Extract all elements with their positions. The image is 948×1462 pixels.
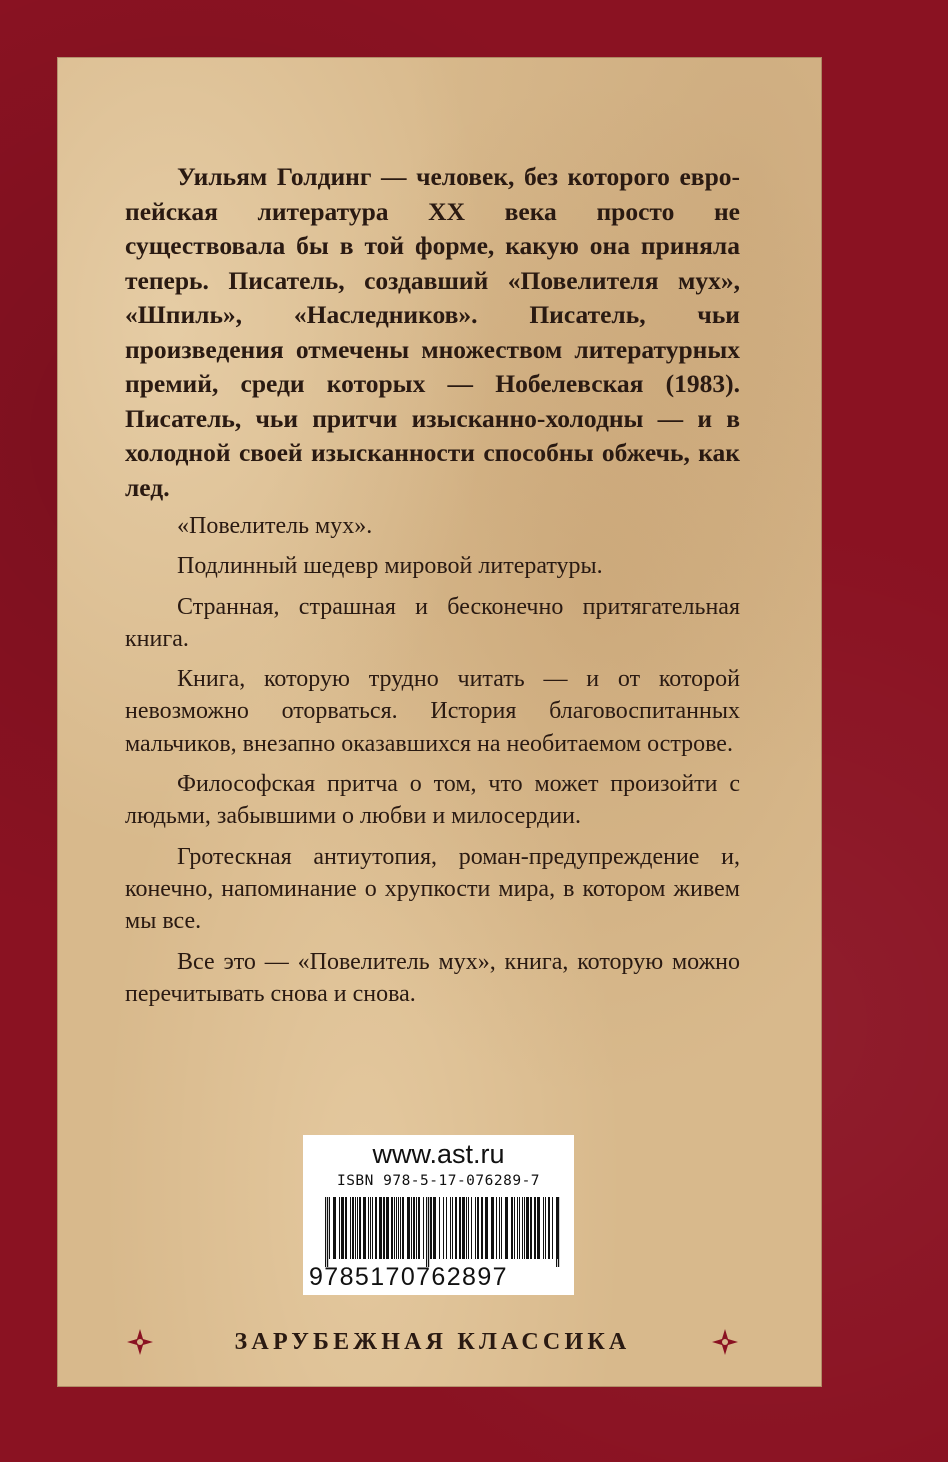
description — [125, 510, 740, 1018]
publisher-website[interactable]: www.ast.ru — [372, 1139, 505, 1169]
series-title: ЗАРУБЕЖНАЯ КЛАССИКА — [234, 1328, 631, 1355]
isbn-number: ISBN 978-5-17-076289-7 — [336, 1173, 541, 1189]
paragraph-reread: Все это — «Повелитель мух», книга, которую можно перечитывать снова и снова. — [125, 948, 740, 1007]
paragraph-hard-to-read: Книга, которую трудно читать — и от которой невозможно оторваться. История благовоспитанных мальчиков, внезапно оказавшихся на необитаемом острове. — [125, 666, 740, 757]
paragraph-strange-book: Странная, страшная и бесконечно притягательная книга. — [125, 593, 740, 652]
barcode-icon — [325, 1197, 562, 1267]
paragraph-title: «Повелитель мух». — [177, 513, 373, 539]
paragraph-parable: Философская притча о том, что может произойти с людьми, забывшими о любви и милосердии. — [125, 771, 740, 830]
barcode-digits: 9785170762897 — [309, 1263, 508, 1291]
paragraph-dystopia: Гротескная антиутопия, роман-предупреждение и, конечно, напоминание о хрупкости мира, в котором живем мы все. — [125, 843, 740, 935]
isbn-barcode-box — [303, 1135, 574, 1295]
diamond-ornament-icon — [125, 1327, 155, 1357]
diamond-ornament-icon — [710, 1327, 740, 1357]
author-intro: Уильям Голдинг — человек, без которого европейская литература ХХ века просто не существовала бы в той форме, какую она приняла теперь. Писатель, создавший «Повелителя мух», «Шпиль», «Наследников». Писатель, чьи произведения отмечены множеством литературных премий, среди которых — Нобелевская (1983). Писатель, чьи притчи изысканно-холодны — и в холодной своей изысканности способны обжечь, как лед. — [125, 162, 740, 502]
series-banner — [125, 1322, 740, 1362]
paragraph-masterpiece: Подлинный шедевр мировой литературы. — [177, 553, 603, 580]
